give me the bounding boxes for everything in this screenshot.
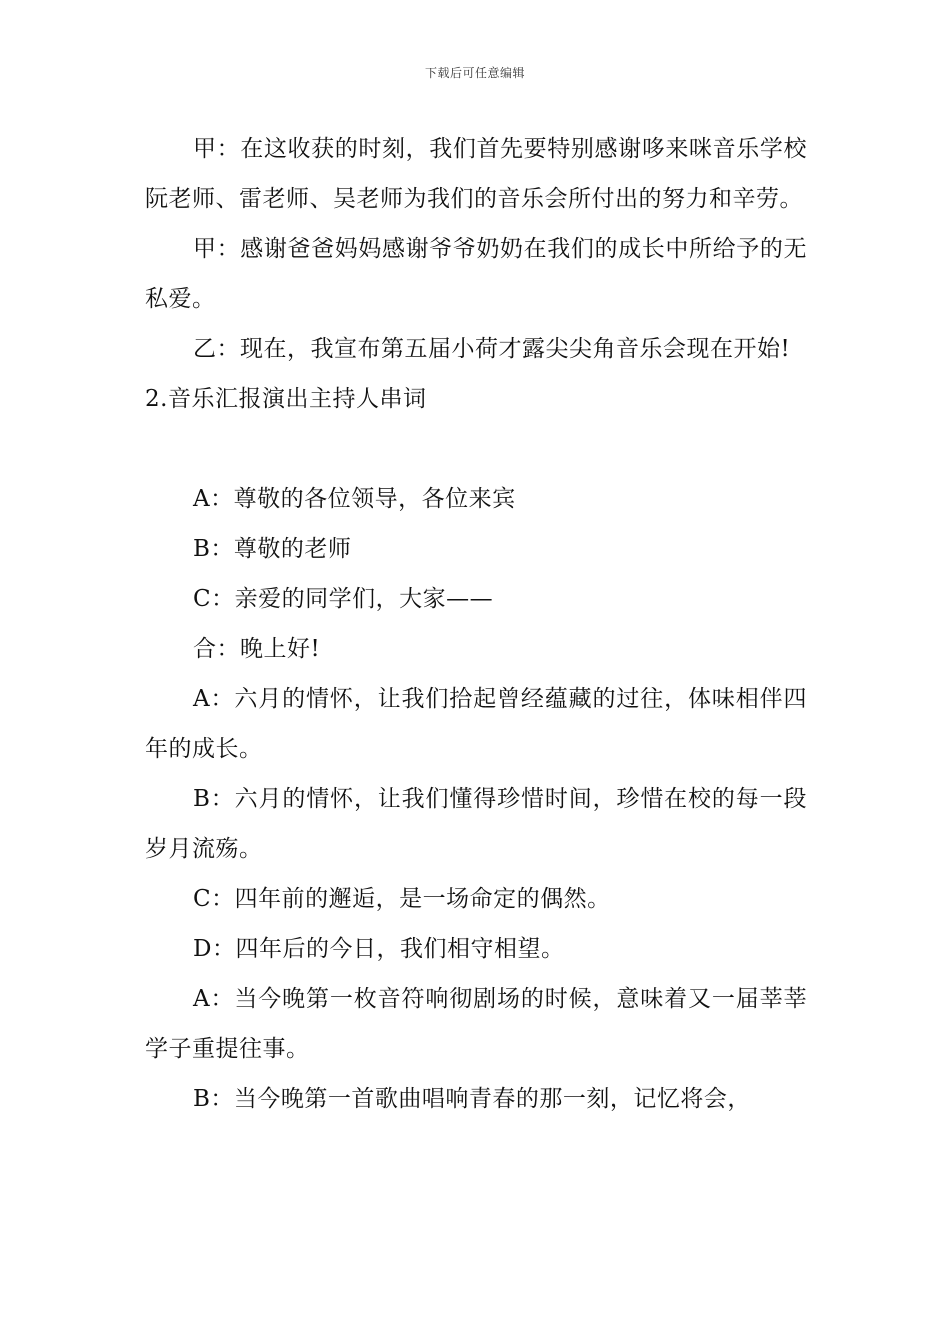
paragraph-line-b-june: B：六月的情怀，让我们懂得珍惜时间，珍惜在校的每一段岁月流殇。 [145,786,807,862]
paragraph-line-a-note: A：当今晚第一枚音符响彻剧场的时候，意味着又一届莘莘学子重提往事。 [145,986,807,1062]
paragraph-thanks-parents: 甲：感谢爸爸妈妈感谢爷爷奶奶在我们的成长中所给予的无私爱。 [145,236,807,312]
page-header: 下载后可任意编辑 [424,66,525,80]
paragraph-line-together: 合：晚上好! [193,636,321,662]
paragraph-line-b-greeting: B：尊敬的老师 [193,536,352,562]
paragraph-line-b-song: B：当今晚第一首歌曲唱响青春的那一刻，记忆将会， [193,1086,751,1112]
paragraph-line-c-encounter: C：四年前的邂逅，是一场命定的偶然。 [193,886,611,912]
paragraph-line-a-june: A：六月的情怀，让我们拾起曾经蕴藏的过往，体味相伴四年的成长。 [145,686,807,762]
paragraph-line-a-greeting: A：尊敬的各位领导，各位来宾 [193,486,516,512]
paragraph-announce-start: 乙：现在，我宣布第五届小荷才露尖尖角音乐会现在开始! [193,336,791,362]
paragraph-line-c-greeting: C：亲爱的同学们，大家—— [193,586,494,612]
section-heading: 2.音乐汇报演出主持人串词 [145,386,427,412]
paragraph-thanks-teachers: 甲：在这收获的时刻，我们首先要特别感谢哆来咪音乐学校阮老师、雷老师、吴老师为我们的音乐会所付出的努力和辛劳。 [145,136,807,212]
document-body [145,124,807,1124]
paragraph-line-d-today: D：四年后的今日，我们相守相望。 [193,936,565,962]
blank-line [145,424,807,474]
